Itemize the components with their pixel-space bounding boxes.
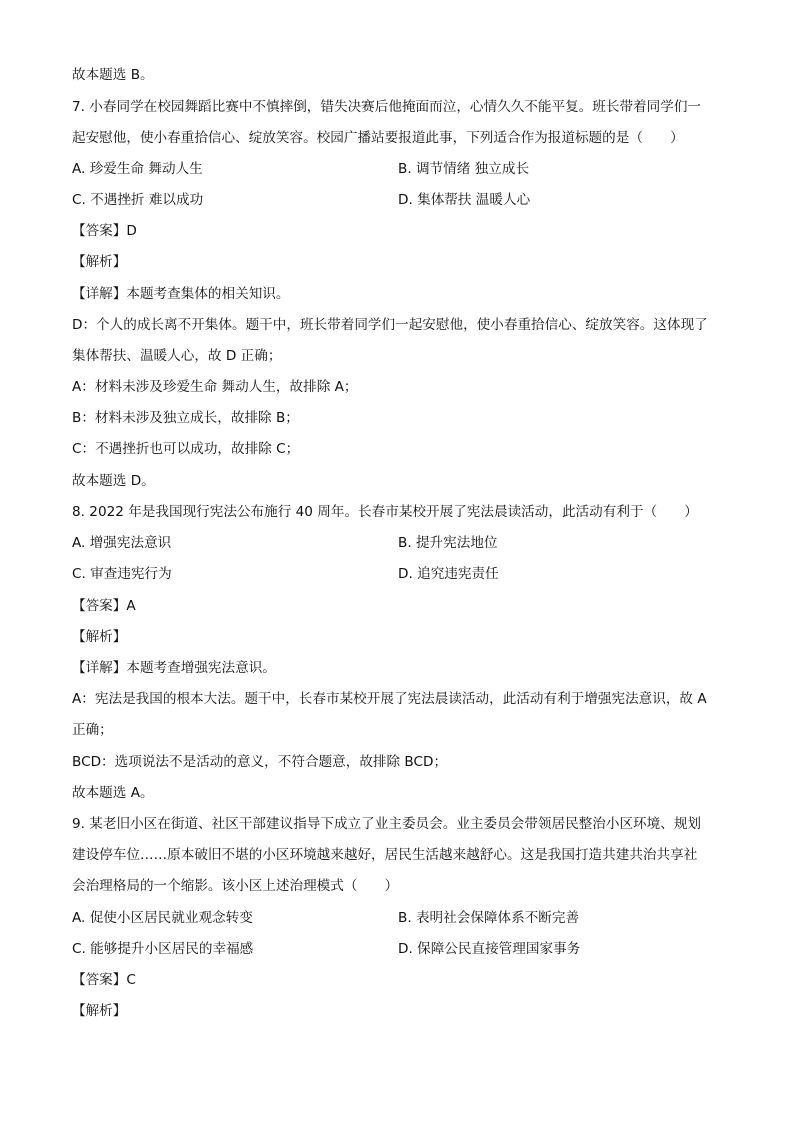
q8-conclusion: 故本题选 A。 (72, 785, 154, 801)
q7-option-a: A. 珍爱生命 舞动人生 (72, 161, 203, 177)
q7-option-d: D. 集体帮扶 温暖人心 (398, 192, 531, 208)
question-7-text: 7. 小春同学在校园舞蹈比赛中不慎摔倒，错失决赛后他掩面而泣，心情久久不能平复。班长带着同学们一 (72, 99, 702, 115)
q9-analysis-heading: 【解析】 (72, 1003, 127, 1019)
q9-answer: 【答案】C (72, 972, 136, 988)
q8-detail-line: 正确； (72, 722, 113, 738)
question-9-text-cont: 建设停车位……原本破旧不堪的小区环境越来越好，居民生活越来越舒心。这是我国打造共建共治共享社 (72, 847, 698, 863)
q7-option-b: B. 调节情绪 独立成长 (398, 161, 530, 177)
q7-detail-line: B：材料未涉及独立成长，故排除 B； (72, 410, 299, 426)
q8-answer: 【答案】A (72, 598, 136, 614)
q7-detail-line: C：不遇挫折也可以成功，故排除 C； (72, 441, 300, 457)
q8-detail-line: A：宪法是我国的根本大法。题干中，长春市某校开展了宪法晨读活动，此活动有利于增强宪法意识，故 A (72, 691, 707, 707)
q8-option-d: D. 追究违宪责任 (398, 566, 499, 582)
q9-option-c: C. 能够提升小区居民的幸福感 (72, 941, 254, 957)
q8-detail-heading: 【详解】本题考查增强宪法意识。 (72, 660, 276, 676)
q9-option-d: D. 保障公民直接管理国家事务 (398, 941, 581, 957)
q8-option-c: C. 审查违宪行为 (72, 566, 172, 582)
q7-answer: 【答案】D (72, 223, 137, 239)
q9-option-b: B. 表明社会保障体系不断完善 (398, 910, 580, 926)
conclusion-line: 故本题选 B。 (72, 67, 154, 83)
question-7-text-cont: 起安慰他，使小春重拾信心、绽放笑容。校园广播站要报道此事，下列适合作为报道标题的是（ ） (72, 130, 684, 146)
q9-option-a: A. 促使小区居民就业观念转变 (72, 910, 253, 926)
q7-detail-heading: 【详解】本题考查集体的相关知识。 (72, 286, 290, 302)
q8-option-b: B. 提升宪法地位 (398, 535, 498, 551)
q7-conclusion: 故本题选 D。 (72, 473, 155, 489)
question-9-text: 9. 某老旧小区在街道、社区干部建议指导下成立了业主委员会。业主委员会带领居民整治小区环境、规划 (72, 816, 702, 832)
q8-detail-line: BCD：选项说法不是活动的意义，不符合题意，故排除 BCD； (72, 754, 448, 770)
q7-detail-line: A：材料未涉及珍爱生命 舞动人生，故排除 A； (72, 379, 358, 395)
q7-detail-line: D：个人的成长离不开集体。题干中，班长带着同学们一起安慰他，使小春重拾信心、绽放笑容。这体现了 (72, 317, 708, 333)
q8-analysis-heading: 【解析】 (72, 629, 127, 645)
q7-option-c: C. 不遇挫折 难以成功 (72, 192, 204, 208)
q7-analysis-heading: 【解析】 (72, 254, 127, 270)
question-9-text-cont: 会治理格局的一个缩影。该小区上述治理模式（ ） (72, 878, 399, 894)
q7-detail-line: 集体帮扶、温暖人心，故 D 正确； (72, 348, 282, 364)
q8-option-a: A. 增强宪法意识 (72, 535, 172, 551)
question-8-text: 8. 2022 年是我国现行宪法公布施行 40 周年。长春市某校开展了宪法晨读活动，此活动有利于（ ） (72, 504, 698, 520)
